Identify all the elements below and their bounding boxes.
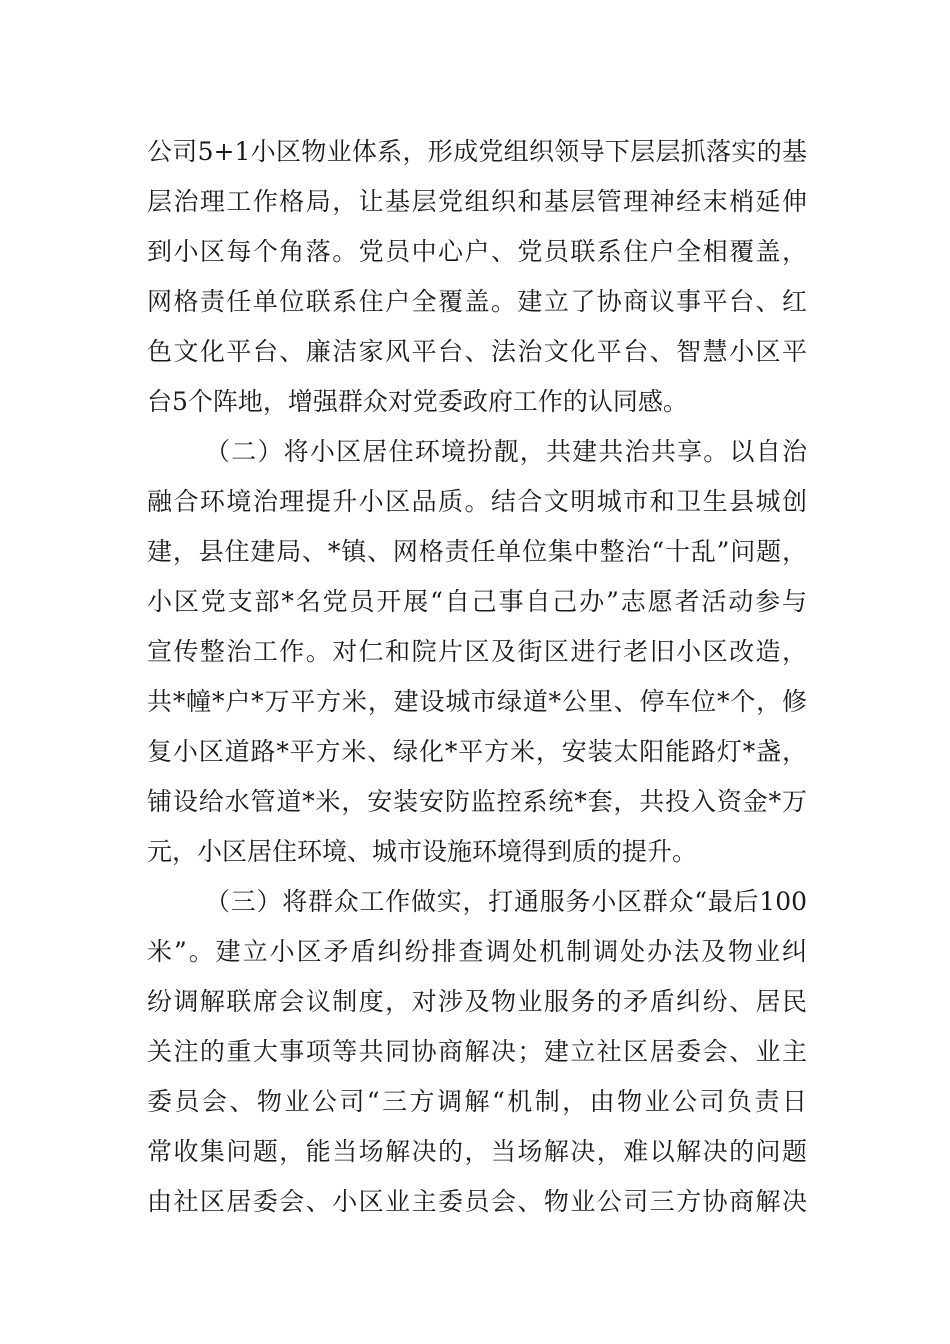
paragraph-line: 米”。建立小区矛盾纠纷排查调处机制调处办法及物业纠 — [147, 937, 807, 966]
paragraph-line: 委员会、物业公司“三方调解“机制，由物业公司负责日 — [147, 1087, 807, 1116]
paragraph-line: 共*幢*户*万平方米，建设城市绿道*公里、停车位*个，修 — [147, 687, 807, 716]
paragraph-line: 元，小区居住环境、城市设施环境得到质的提升。 — [147, 837, 698, 866]
paragraph-line: 由社区居委会、小区业主委员会、物业公司三方协商解决 — [147, 1187, 807, 1216]
paragraph-line: 色文化平台、廉洁家风平台、法治文化平台、智慧小区平 — [147, 337, 807, 366]
paragraph-line: 层治理工作格局，让基层党组织和基层管理神经末梢延伸 — [147, 187, 807, 216]
paragraph-line: 小区党支部*名党员开展“自己事自己办”志愿者活动参与 — [147, 587, 807, 616]
paragraph-line: 铺设给水管道*米，安装安防监控系统*套，共投入资金*万 — [147, 787, 807, 816]
paragraph-line: 常收集问题，能当场解决的，当场解决，难以解决的问题 — [147, 1137, 807, 1166]
paragraph-line: 台5个阵地，增强群众对党委政府工作的认同感。 — [147, 387, 688, 416]
paragraph-line: 到小区每个角落。党员中心户、党员联系住户全相覆盖， — [147, 237, 807, 266]
paragraph-line: （三）将群众工作做实，打通服务小区群众“最后100 — [205, 887, 807, 916]
paragraph-line: 宣传整治工作。对仁和院片区及街区进行老旧小区改造， — [147, 637, 807, 666]
paragraph-line: 纷调解联席会议制度，对涉及物业服务的矛盾纠纷、居民 — [147, 987, 807, 1016]
paragraph-line: 关注的重大事项等共同协商解决；建立社区居委会、业主 — [147, 1037, 807, 1066]
paragraph-line: 建，县住建局、*镇、网格责任单位集中整治“十乱”问题， — [147, 537, 807, 566]
paragraph-line: 复小区道路*平方米、绿化*平方米，安装太阳能路灯*盏， — [147, 737, 807, 766]
paragraph-line: 网格责任单位联系住户全覆盖。建立了协商议事平台、红 — [147, 287, 807, 316]
paragraph-line: （二）将小区居住环境扮靓，共建共治共享。以自治 — [205, 437, 807, 466]
paragraph-line: 融合环境治理提升小区品质。结合文明城市和卫生县城创 — [147, 487, 807, 516]
paragraph-line: 公司5+1小区物业体系，形成党组织领导下层层抓落实的基 — [147, 137, 807, 166]
